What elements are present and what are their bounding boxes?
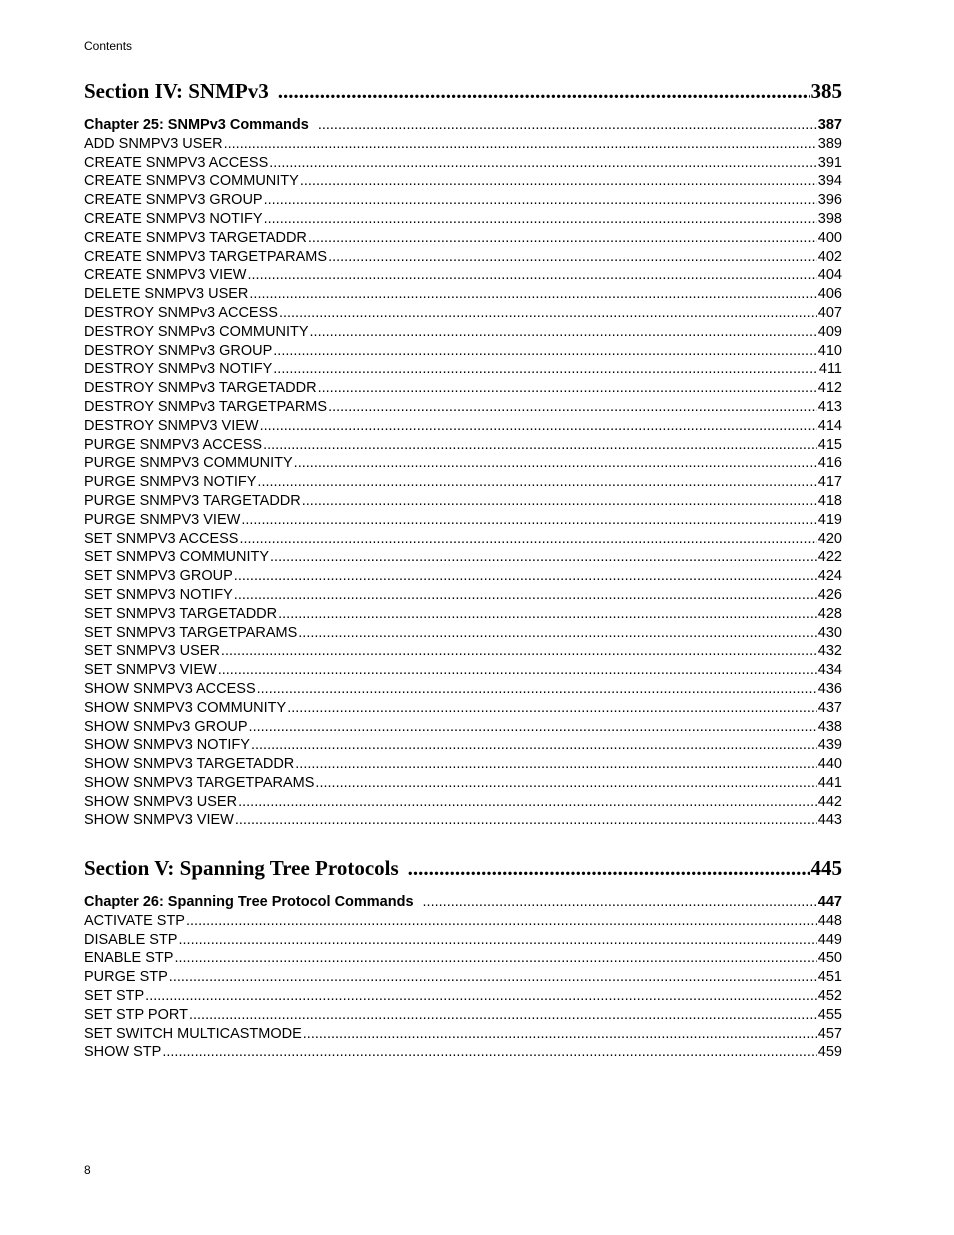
entry-title: CREATE SNMPV3 ACCESS (84, 154, 269, 171)
entry-title: DESTROY SNMPv3 TARGETADDR (84, 380, 317, 397)
toc-entry (84, 642, 842, 661)
dot-leader (310, 323, 817, 342)
chapter-entry (84, 893, 842, 912)
entry-page: 438 (817, 718, 842, 735)
dot-leader (318, 116, 817, 135)
dot-leader (278, 78, 810, 104)
entry-title: SET SNMPV3 GROUP (84, 568, 233, 585)
toc-entry (84, 492, 842, 511)
entry-page: 426 (817, 586, 842, 603)
section-page: 385 (810, 79, 842, 103)
chapter-title: Chapter 26: Spanning Tree Protocol Commands (84, 894, 414, 910)
toc-entry (84, 323, 842, 342)
toc-entry (84, 548, 842, 567)
chapter-page: 447 (817, 894, 842, 910)
dot-leader (303, 1025, 817, 1044)
section-heading (84, 78, 842, 104)
dot-leader (257, 473, 816, 492)
dot-leader (278, 605, 817, 624)
dot-leader (295, 755, 817, 774)
entry-page: 415 (817, 436, 842, 453)
toc-entry (84, 567, 842, 586)
dot-leader (264, 191, 817, 210)
chapter-title: Chapter 25: SNMPv3 Commands (84, 117, 309, 133)
entry-page: 448 (817, 912, 842, 929)
entry-page: 422 (817, 549, 842, 566)
toc-entry (84, 912, 842, 931)
toc-entry (84, 285, 842, 304)
entry-page: 398 (817, 210, 842, 227)
entry-title: SET SNMPV3 USER (84, 643, 220, 660)
dot-leader (269, 154, 817, 173)
entry-page: 419 (817, 511, 842, 528)
dot-leader (249, 285, 816, 304)
section-title: Section IV: SNMPv3 (84, 79, 269, 103)
dot-leader (263, 436, 817, 455)
entry-page: 409 (817, 323, 842, 340)
toc-entry (84, 755, 842, 774)
toc-entry (84, 266, 842, 285)
entry-page: 443 (817, 812, 842, 829)
entry-page: 424 (817, 568, 842, 585)
dot-leader (273, 342, 817, 361)
dot-leader (260, 417, 817, 436)
dot-leader (264, 210, 817, 229)
toc-entry (84, 473, 842, 492)
dot-leader (279, 304, 817, 323)
toc-entry (84, 968, 842, 987)
dot-leader (174, 949, 816, 968)
toc-entry (84, 1025, 842, 1044)
entry-title: PURGE SNMPV3 VIEW (84, 511, 241, 528)
entry-page: 450 (817, 950, 842, 967)
toc-entry (84, 210, 842, 229)
entry-page: 413 (817, 398, 842, 415)
entry-title: ACTIVATE STP (84, 912, 185, 929)
dot-leader (247, 266, 816, 285)
entry-title: SET SNMPV3 VIEW (84, 662, 217, 679)
dot-leader (162, 1043, 816, 1062)
entry-page: 442 (817, 793, 842, 810)
section-page: 445 (810, 856, 842, 880)
toc-entry (84, 736, 842, 755)
entry-page: 412 (817, 380, 842, 397)
toc-entry (84, 680, 842, 699)
toc-entry (84, 605, 842, 624)
toc-entry (84, 949, 842, 968)
entry-page: 416 (817, 455, 842, 472)
dot-leader (328, 398, 817, 417)
entry-title: SHOW SNMPV3 VIEW (84, 812, 234, 829)
entry-page: 407 (817, 304, 842, 321)
entry-page: 396 (817, 192, 842, 209)
entry-title: SHOW STP (84, 1044, 162, 1061)
entry-page: 451 (817, 969, 842, 986)
section-heading (84, 855, 842, 881)
entry-page: 418 (817, 492, 842, 509)
dot-leader (328, 248, 817, 267)
entry-title: SET SNMPV3 TARGETPARAMS (84, 624, 298, 641)
entry-title: CREATE SNMPV3 VIEW (84, 267, 247, 284)
dot-leader (273, 360, 818, 379)
dot-leader (251, 736, 817, 755)
entry-page: 457 (817, 1025, 842, 1042)
entry-page: 428 (817, 605, 842, 622)
section-title: Section V: Spanning Tree Protocols (84, 856, 399, 880)
dot-leader (298, 624, 817, 643)
entry-page: 404 (817, 267, 842, 284)
entry-page: 452 (817, 987, 842, 1004)
toc-entry (84, 718, 842, 737)
toc-entry (84, 342, 842, 361)
entry-title: DESTROY SNMPv3 ACCESS (84, 304, 278, 321)
dot-leader (186, 912, 817, 931)
toc-entry (84, 248, 842, 267)
entry-title: PURGE SNMPV3 TARGETADDR (84, 492, 301, 509)
entry-title: SET SNMPV3 COMMUNITY (84, 549, 270, 566)
entry-title: DISABLE STP (84, 931, 178, 948)
toc-section-snmpv3 (84, 78, 842, 830)
dot-leader (423, 893, 817, 912)
toc-entry (84, 1043, 842, 1062)
dot-leader (270, 548, 817, 567)
entry-title: CREATE SNMPV3 COMMUNITY (84, 173, 299, 190)
entry-title: SET SWITCH MULTICASTMODE (84, 1025, 302, 1042)
dot-leader (189, 1006, 817, 1025)
toc-entry (84, 661, 842, 680)
entry-title: DESTROY SNMPv3 COMMUNITY (84, 323, 309, 340)
entry-page: 417 (817, 474, 842, 491)
dot-leader (235, 811, 817, 830)
entry-page: 389 (817, 135, 842, 152)
toc-entry (84, 793, 842, 812)
toc-entry (84, 436, 842, 455)
dot-leader (318, 379, 817, 398)
toc-entry (84, 191, 842, 210)
dot-leader (221, 642, 817, 661)
dot-leader (315, 774, 816, 793)
entry-title: SET SNMPV3 ACCESS (84, 530, 239, 547)
entry-page: 411 (818, 361, 842, 378)
dot-leader (224, 135, 817, 154)
entry-title: DESTROY SNMPv3 GROUP (84, 342, 273, 359)
toc-entry (84, 511, 842, 530)
entry-page: 432 (817, 643, 842, 660)
toc-entry (84, 1006, 842, 1025)
toc-entry (84, 699, 842, 718)
entry-page: 437 (817, 699, 842, 716)
entry-page: 406 (817, 286, 842, 303)
dot-leader (300, 172, 817, 191)
entry-page: 449 (817, 931, 842, 948)
toc-entry (84, 987, 842, 1006)
toc-entry (84, 135, 842, 154)
entry-page: 430 (817, 624, 842, 641)
entry-title: SET STP PORT (84, 1006, 188, 1023)
entry-title: SHOW SNMPV3 COMMUNITY (84, 699, 287, 716)
dot-leader (178, 931, 816, 950)
entry-title: DESTROY SNMPV3 VIEW (84, 417, 259, 434)
toc-entry (84, 398, 842, 417)
toc-entry (84, 454, 842, 473)
entry-page: 455 (817, 1006, 842, 1023)
running-header: Contents (84, 39, 133, 53)
chapter-entry (84, 116, 842, 135)
entry-title: PURGE SNMPV3 ACCESS (84, 436, 263, 453)
entry-title: SET STP (84, 987, 145, 1004)
entry-page: 434 (817, 662, 842, 679)
toc-section-stp (84, 855, 842, 1062)
toc-entry (84, 624, 842, 643)
entry-title: SHOW SNMPV3 TARGETPARAMS (84, 774, 315, 791)
entry-title: SHOW SNMPV3 NOTIFY (84, 737, 250, 754)
dot-leader (239, 530, 816, 549)
entry-page: 414 (817, 417, 842, 434)
toc-entry (84, 304, 842, 323)
entry-title: CREATE SNMPV3 NOTIFY (84, 210, 263, 227)
dot-leader (302, 492, 817, 511)
dot-leader (241, 511, 816, 530)
page-number: 8 (84, 1163, 91, 1177)
entry-title: PURGE SNMPV3 NOTIFY (84, 474, 257, 491)
entry-page: 391 (817, 154, 842, 171)
entry-title: DESTROY SNMPv3 NOTIFY (84, 361, 273, 378)
dot-leader (287, 699, 817, 718)
entry-list (84, 912, 842, 1062)
dot-leader (238, 793, 817, 812)
entry-title: SHOW SNMPv3 GROUP (84, 718, 248, 735)
entry-title: DESTROY SNMPv3 TARGETPARMS (84, 398, 328, 415)
entry-page: 436 (817, 680, 842, 697)
entry-page: 410 (817, 342, 842, 359)
entry-page: 402 (817, 248, 842, 265)
toc-entry (84, 417, 842, 436)
dot-leader (249, 718, 817, 737)
entry-title: SET SNMPV3 NOTIFY (84, 586, 233, 603)
dot-leader (308, 229, 817, 248)
entry-title: SET SNMPV3 TARGETADDR (84, 605, 278, 622)
entry-title: CREATE SNMPV3 GROUP (84, 192, 263, 209)
entry-page: 400 (817, 229, 842, 246)
dot-leader (257, 680, 817, 699)
entry-title: PURGE STP (84, 969, 168, 986)
toc-entry (84, 379, 842, 398)
dot-leader (218, 661, 817, 680)
entry-title: SHOW SNMPV3 USER (84, 793, 238, 810)
entry-title: DELETE SNMPV3 USER (84, 286, 249, 303)
entry-title: CREATE SNMPV3 TARGETADDR (84, 229, 307, 246)
dot-leader (234, 567, 817, 586)
toc-entry (84, 530, 842, 549)
entry-title: SHOW SNMPV3 TARGETADDR (84, 756, 295, 773)
dot-leader (234, 586, 817, 605)
dot-leader (294, 454, 817, 473)
toc-entry (84, 229, 842, 248)
chapter-page: 387 (817, 117, 842, 133)
dot-leader (169, 968, 817, 987)
entry-page: 394 (817, 173, 842, 190)
entry-page: 440 (817, 756, 842, 773)
dot-leader (145, 987, 817, 1006)
entry-title: SHOW SNMPV3 ACCESS (84, 680, 256, 697)
entry-list (84, 135, 842, 830)
entry-title: ENABLE STP (84, 950, 174, 967)
toc-entry (84, 811, 842, 830)
toc-entry (84, 586, 842, 605)
dot-leader (408, 855, 810, 881)
entry-page: 439 (817, 737, 842, 754)
toc-entry (84, 360, 842, 379)
toc-entry (84, 154, 842, 173)
entry-title: CREATE SNMPV3 TARGETPARAMS (84, 248, 328, 265)
toc-entry (84, 774, 842, 793)
entry-page: 420 (817, 530, 842, 547)
entry-title: ADD SNMPV3 USER (84, 135, 223, 152)
toc-entry (84, 931, 842, 950)
entry-page: 459 (817, 1044, 842, 1061)
toc-entry (84, 172, 842, 191)
entry-title: PURGE SNMPV3 COMMUNITY (84, 455, 293, 472)
entry-page: 441 (817, 774, 842, 791)
